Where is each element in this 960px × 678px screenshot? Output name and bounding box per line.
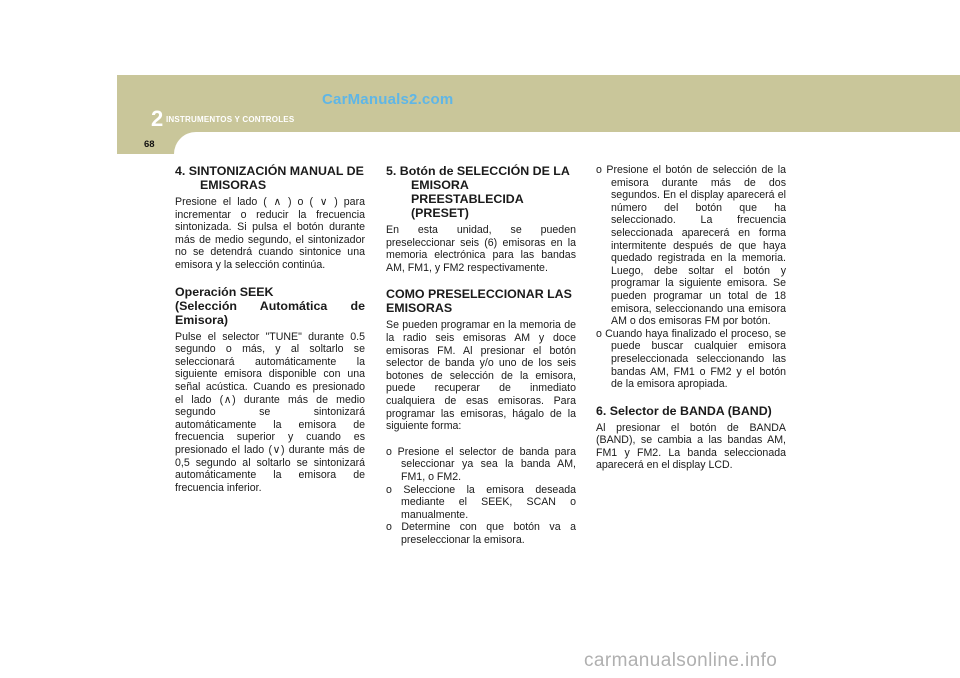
- paragraph-preset: En esta unidad, se pueden preseleccionar seis (6) emisoras en la memoria electrónica para las bandas AM, FM1, y FM2 respectivamente.: [386, 224, 576, 274]
- text: Presione el lado (: [175, 196, 273, 208]
- page-number: 68: [144, 139, 155, 150]
- list-item: o Seleccione la emisora deseada mediante el SEEK, SCAN o manualmente.: [386, 483, 576, 521]
- heading-manual-tuning: [175, 164, 365, 192]
- heading-line: EMISORA PREESTABLECIDA: [411, 178, 524, 206]
- heading-line: Operación SEEK: [175, 284, 274, 299]
- chevron-down-icon: ∨: [319, 196, 328, 208]
- paragraph-how-to-preset: Se pueden programar en la memoria de la radio seis emisoras AM y doce emisoras FM. Al presionar el botón selector de banda y/o uno de los seis botones de selección de la emisora, puede recuperar de inmediato cualquiera de esas emisoras. Para programar las emisoras, hágalo de la siguiente forma:: [386, 319, 576, 433]
- chevron-up-icon: ∧: [273, 196, 282, 208]
- text: ) durante más de medio segundo se sintonizará automáticamente la emisora de frecuencia superior y cuando es presionado el lado (: [175, 393, 365, 456]
- chapter-number: 2: [151, 106, 164, 131]
- text: ) durante más de 0,5 segundo al soltarlo se sintonizará automáticamente la emisora de frecuencia inferior.: [175, 443, 365, 494]
- heading-line: 5. Botón de SELECCIÓN DE LA: [386, 164, 570, 178]
- heading-preset: [386, 164, 576, 220]
- list-item: o Cuando haya finalizado el proceso, se puede buscar cualquier emisora preseleccionada seleccionando las bandas AM, FM1 o FM2 y el botón de la emisora apropiada.: [596, 327, 786, 391]
- chevron-up-icon: ∧: [223, 393, 232, 406]
- heading-line: (Selección Automática de Emisora): [175, 298, 365, 327]
- paragraph-band-selector: Al presionar el botón de BANDA (BAND), se cambia a las bandas AM, FM1 y FM2. La banda seleccionada aparecerá en el display LCD.: [596, 421, 786, 472]
- heading-line: (PRESET): [411, 206, 469, 220]
- list-item: o Presione el botón de selección de la emisora durante más de dos segundos. En el display aparecerá el número del botón que ha seleccionado. La frecuencia seleccionada aparecerá en forma intermitente después de que haya quedado registrada en la memoria. Luego, debe soltar el botón y programar la siguiente emisora. Se pueden programar un total de 18 emisora, seleccionando una emisora AM o dos emisoras FM por botón.: [596, 164, 786, 328]
- text: Pulse el selector "TUNE" durante 0.5 segundo o más, y al soltarlo se seleccionará automáticamente la siguiente emisora disponible con una señal acústica. Cuando es presionado el lado (: [175, 330, 365, 406]
- watermark-top[interactable]: CarManuals2.com: [322, 91, 454, 108]
- heading-line: EMISORAS: [200, 178, 267, 192]
- chapter-title: INSTRUMENTOS Y CONTROLES: [166, 115, 295, 124]
- column-1: [175, 164, 365, 507]
- paragraph-seek: [175, 331, 365, 495]
- column-2: [386, 164, 576, 546]
- column-3: [596, 164, 786, 485]
- text: ) para incrementar o reducir la frecuencia sintonizada. Si pulsa el botón durante más de medio segundo, el sintonizador no se detendrá cuando sintonice una emisora y la selección continúa.: [175, 196, 365, 271]
- chevron-down-icon: ∨: [272, 443, 281, 456]
- text: ) o (: [281, 196, 320, 208]
- heading-band-selector: 6. Selector de BANDA (BAND): [596, 403, 772, 418]
- paragraph-manual-tuning: [175, 196, 365, 272]
- heading-how-to-preset: COMO PRESELECCIONAR LAS EMISORAS: [386, 287, 572, 316]
- heading-seek: [175, 285, 365, 327]
- heading-line: 4. SINTONIZACIÓN MANUAL DE: [175, 164, 364, 178]
- watermark-bottom[interactable]: carmanualsonline.info: [584, 650, 778, 671]
- list-item: o Determine con que botón va a preseleccionar la emisora.: [386, 521, 576, 546]
- list-item: o Presione el selector de banda para seleccionar ya sea la banda AM, FM1, o FM2.: [386, 445, 576, 483]
